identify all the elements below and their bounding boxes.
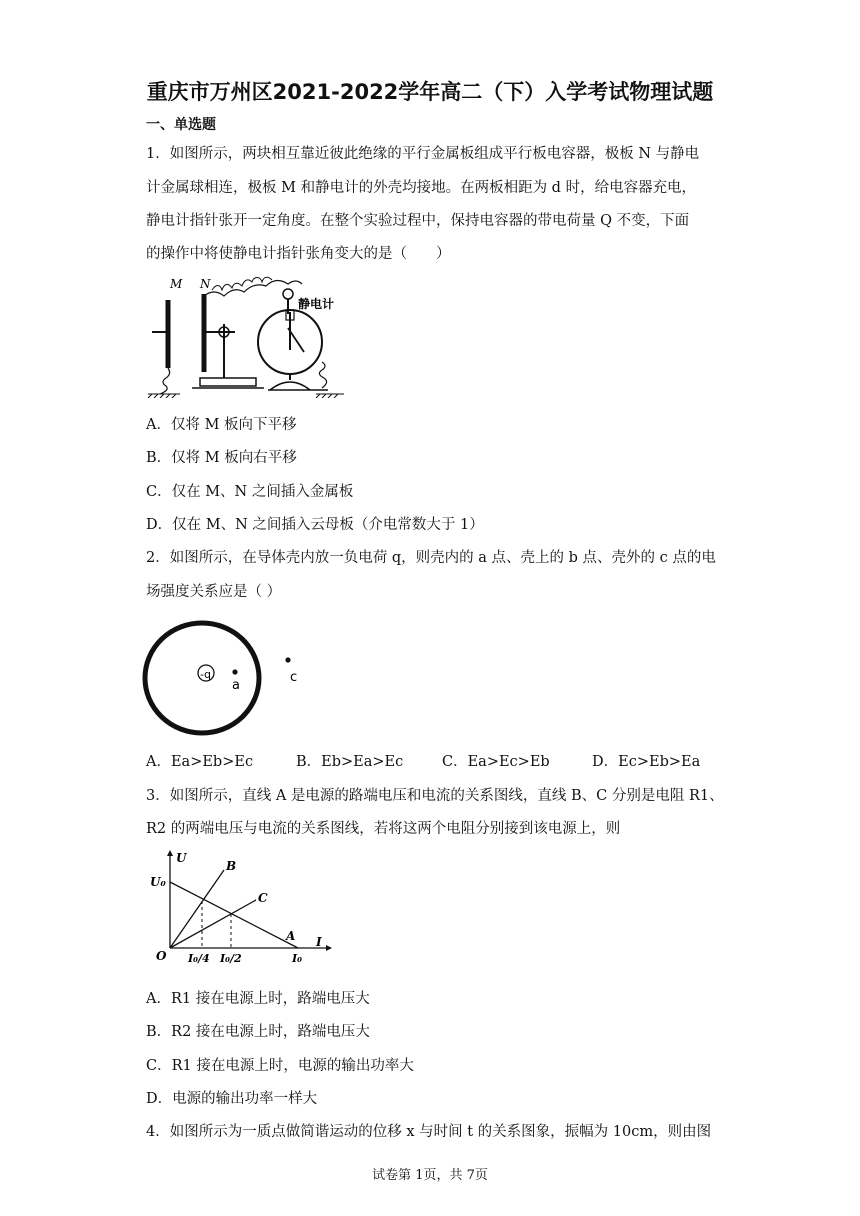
q1-text-line: 的操作中将使静电计指针张角变大的是（ ） <box>146 246 451 262</box>
label-point-a: a <box>232 678 240 693</box>
q2-conductor-shell-figure <box>140 615 320 739</box>
label-i0-2: I₀/2 <box>220 952 242 965</box>
page-title: 重庆市万州区2021-2022学年高二（下）入学考试物理试题 <box>146 80 714 104</box>
label-n: N <box>200 277 211 291</box>
label-m: M <box>170 277 183 291</box>
label-i0-4: I₀/4 <box>188 952 210 965</box>
q1-text-line: 1．如图所示，两块相互靠近彼此绝缘的平行金属板组成平行板电容器，极板 N 与静电 <box>146 146 700 162</box>
q2-text-line: 场强度关系应是（ ） <box>146 584 282 600</box>
q3-option-b: B．R2 接在电源上时，路端电压大 <box>146 1024 370 1040</box>
q1-option-c: C．仅在 M、N 之间插入金属板 <box>146 484 354 500</box>
q3-option-a: A．R1 接在电源上时，路端电压大 <box>146 991 370 1007</box>
q2-text-line: 2．如图所示，在导体壳内放一负电荷 q，则壳内的 a 点、壳上的 b 点、壳外的 c 点的电 <box>146 550 716 566</box>
label-axis-i: I <box>316 935 322 949</box>
label-origin: O <box>156 949 167 963</box>
q2-option-c: C．Ea>Ec>Eb <box>442 754 550 770</box>
label-i0: I₀ <box>292 952 302 965</box>
label-electrometer: 静电计 <box>298 297 335 311</box>
section-heading: 一、单选题 <box>146 117 216 133</box>
q3-option-d: D．电源的输出功率一样大 <box>146 1091 318 1107</box>
q3-text-line: 3．如图所示，直线 A 是电源的路端电压和电流的关系图线，直线 B、C 分别是电阻 R1、 <box>146 788 724 804</box>
label-point-c: c <box>290 670 298 685</box>
q1-option-a: A．仅将 M 板向下平移 <box>146 417 297 433</box>
q3-option-c: C．R1 接在电源上时，电源的输出功率大 <box>146 1058 414 1074</box>
q2-option-d: D．Ec>Eb>Ea <box>592 754 701 770</box>
q1-text-line: 计金属球相连，极板 M 和静电计的外壳均接地。在两板相距为 d 时，给电容器充电， <box>146 180 697 196</box>
q3-ui-graph-figure <box>146 848 336 968</box>
q2-option-b: B．Eb>Ea>Ec <box>296 754 404 770</box>
label-u0: U₀ <box>150 875 166 889</box>
q4-text-line: 4．如图所示为一质点做简谐运动的位移 x 与时间 t 的关系图象，振幅为 10cm，则由图 <box>146 1124 712 1140</box>
label-axis-u: U <box>176 851 187 865</box>
q1-text-line: 静电计指针张开一定角度。在整个实验过程中，保持电容器的带电荷量 Q 不变，下面 <box>146 213 690 229</box>
q2-option-a: A．Ea>Eb>Ec <box>146 754 254 770</box>
label-charge-q: -q <box>200 668 211 681</box>
label-line-b: B <box>226 859 237 873</box>
page-footer: 试卷第 1页，共 7页 <box>372 1168 488 1183</box>
q1-option-d: D．仅在 M、N 之间插入云母板（介电常数大于 1） <box>146 517 484 533</box>
q1-option-b: B．仅将 M 板向右平移 <box>146 450 297 466</box>
q1-electrometer-figure <box>140 272 350 398</box>
label-line-c: C <box>258 891 268 905</box>
q3-text-line: R2 的两端电压与电流的关系图线，若将这两个电阻分别接到该电源上，则 <box>146 821 621 837</box>
label-line-a: A <box>286 929 296 943</box>
